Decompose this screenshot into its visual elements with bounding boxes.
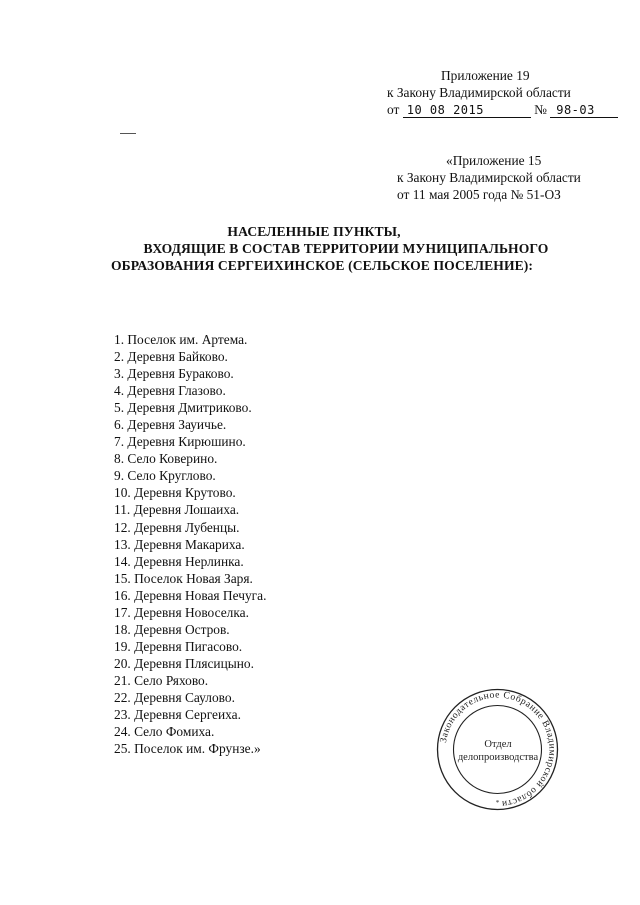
settlement-list-item: 17. Деревня Новоселка. [114, 604, 249, 620]
svg-text:*: * [495, 799, 500, 807]
document-title-line-1: НАСЕЛЕННЫЕ ПУНКТЫ, [227, 224, 401, 239]
settlement-list-item: 13. Деревня Макариха. [114, 536, 245, 552]
settlement-list-item: 18. Деревня Остров. [114, 621, 230, 637]
seal-center-text [448, 738, 548, 764]
document-title-line-3: ОБРАЗОВАНИЯ СЕРГЕИХИНСКОЕ (СЕЛЬСКОЕ ПОСЕЛЕНИЕ): [110, 258, 534, 273]
settlement-list-item: 10. Деревня Крутово. [114, 485, 236, 501]
number-prefix: № [534, 102, 547, 117]
settlement-list-item: 14. Деревня Нерлинка. [114, 553, 244, 569]
settlement-list-item: 4. Деревня Глазово. [114, 383, 226, 399]
settlement-list-item: 21. Село Ряхово. [114, 672, 209, 688]
settlement-list [114, 331, 266, 757]
settlement-list-item: 6. Деревня Зауичье. [114, 417, 227, 433]
settlement-list-item: 23. Деревня Сергеиха. [114, 707, 241, 723]
seal-center-line-2: делопроизводства [457, 752, 539, 763]
law-number-stamp: 98-03 [550, 103, 618, 118]
settlement-list-item: 3. Деревня Бураково. [114, 366, 234, 382]
settlement-list-item: 2. Деревня Байково. [114, 349, 228, 365]
settlement-list-item: 15. Поселок Новая Заря. [114, 570, 253, 586]
law-date-stamp: 10 08 2015 [403, 103, 531, 118]
amended-appendix-heading: «Приложение 15 [446, 153, 542, 168]
settlement-list-item: 16. Деревня Новая Печуга. [114, 587, 267, 603]
document-title-line-2: ВХОДЯЩИЕ В СОСТАВ ТЕРРИТОРИИ МУНИЦИПАЛЬНОГО [143, 241, 549, 256]
svg-text:Законодательное Собрание Влади: Законодательное Собрание Владимирской области [437, 689, 558, 810]
date-prefix: от [387, 102, 400, 117]
settlement-list-item: 20. Деревня Плясицыно. [114, 655, 254, 671]
settlement-list-item: 8. Село Коверино. [114, 451, 218, 467]
settlement-list-item: 24. Село Фомиха. [114, 724, 215, 740]
settlement-list-item: 22. Деревня Саулово. [114, 689, 235, 705]
margin-mark [120, 133, 136, 134]
settlement-list-item: 12. Деревня Лубенцы. [114, 519, 240, 535]
settlement-list-item: 11. Деревня Лошаиха. [114, 502, 240, 518]
settlement-list-item: 1. Поселок им. Артема. [114, 332, 248, 347]
amended-law-reference: к Закону Владимирской области [397, 170, 581, 185]
amended-law-date: от 11 мая 2005 года № 51-ОЗ [397, 187, 561, 202]
settlement-list-item: 19. Деревня Пигасово. [114, 638, 243, 654]
settlement-list-item: 25. Поселок им. Фрунзе.» [114, 741, 261, 757]
settlement-list-item: 7. Деревня Кирюшино. [114, 434, 246, 450]
settlement-list-item: 5. Деревня Дмитриково. [114, 400, 252, 416]
law-date-number-line [387, 101, 618, 118]
law-reference: к Закону Владимирской области [387, 85, 571, 100]
seal-center-line-1: Отдел [484, 739, 512, 750]
settlement-list-item: 9. Село Круглово. [114, 468, 216, 484]
appendix-heading: Приложение 19 [441, 68, 530, 83]
